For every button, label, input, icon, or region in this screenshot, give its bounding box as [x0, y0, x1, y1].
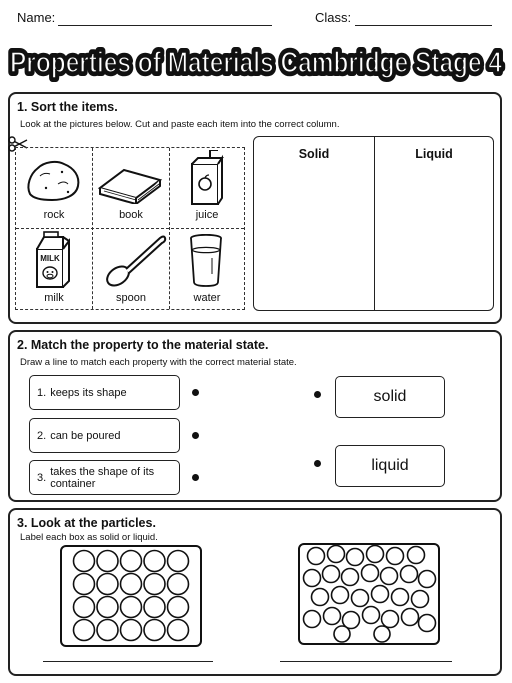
solid-particle: [121, 620, 142, 641]
item-label-spoon: spoon: [116, 292, 146, 304]
solid-particle: [97, 620, 118, 641]
state-box-solid: solid: [335, 376, 445, 418]
spoon-icon[interactable]: [104, 232, 168, 288]
item-label-milk: milk: [44, 292, 64, 304]
item-label-book: book: [119, 209, 143, 221]
column-head-solid: Solid: [298, 147, 330, 161]
match-dot-property-2[interactable]: [192, 432, 199, 439]
solid-particle: [74, 597, 95, 618]
book-icon[interactable]: [96, 158, 164, 204]
solid-label-answer-line[interactable]: [43, 661, 213, 662]
section3-instruction: Label each box as solid or liquid.: [20, 532, 158, 543]
milk-carton-icon[interactable]: [34, 231, 72, 289]
solid-particle: [97, 551, 118, 572]
property-number: 3.: [37, 471, 47, 484]
section1-title: 1. Sort the items.: [17, 100, 118, 114]
property-box-2: [29, 418, 180, 453]
column-head-liquid: Liquid: [415, 147, 453, 161]
solid-particle: [74, 551, 95, 572]
cut-out-grid: [15, 147, 245, 310]
property-text: keeps its shape: [50, 386, 127, 399]
page-title-text: Properties of Materials Cambridge Stage 4: [10, 47, 502, 79]
solid-particle: [121, 551, 142, 572]
name-answer-line[interactable]: [58, 25, 272, 26]
property-box-1: [29, 375, 180, 410]
juice-box-icon[interactable]: [188, 150, 224, 206]
solid-particle: [121, 597, 142, 618]
match-dot-solid[interactable]: [314, 391, 321, 398]
solid-particle: [168, 551, 189, 572]
solid-particles-diagram: [60, 545, 202, 647]
property-number: 1.: [37, 386, 47, 399]
solid-particle: [74, 620, 95, 641]
rock-icon[interactable]: [24, 156, 84, 204]
solid-particle: [168, 597, 189, 618]
solid-particle: [97, 574, 118, 595]
svg-text:Properties of Materials Cambri: Properties of Materials Cambridge Stage 4: [10, 47, 502, 79]
name-label: Name:: [17, 10, 56, 25]
svg-text:MILK: MILK: [40, 254, 60, 263]
page-title: [0, 36, 512, 86]
item-label-water: water: [193, 292, 221, 304]
solid-particle: [144, 620, 165, 641]
section1-instruction: Look at the pictures below. Cut and paste each item into the correct column.: [20, 119, 340, 130]
match-dot-liquid[interactable]: [314, 460, 321, 467]
solid-particle: [144, 551, 165, 572]
solid-drop-zone[interactable]: [254, 167, 374, 310]
property-text: takes the shape of its container: [50, 465, 155, 490]
solid-particle: [97, 597, 118, 618]
section2-instruction: Draw a line to match each property with the correct material state.: [20, 357, 297, 368]
solid-particle: [168, 574, 189, 595]
solid-particle: [121, 574, 142, 595]
solid-particle: [144, 574, 165, 595]
item-label-juice: juice: [195, 209, 219, 221]
solid-particle: [168, 620, 189, 641]
state-box-liquid: liquid: [335, 445, 445, 487]
property-box-3: [29, 460, 180, 495]
solid-particle: [74, 574, 95, 595]
solid-particle: [144, 597, 165, 618]
water-glass-icon[interactable]: [188, 234, 224, 288]
liquid-particles-diagram: [298, 543, 440, 645]
liquid-drop-zone[interactable]: [375, 167, 493, 310]
match-dot-property-1[interactable]: [192, 389, 199, 396]
section3-title: 3. Look at the particles.: [17, 516, 156, 530]
sort-table: [253, 136, 494, 311]
liquid-label-answer-line[interactable]: [280, 661, 452, 662]
class-answer-line[interactable]: [355, 25, 492, 26]
match-dot-property-3[interactable]: [192, 474, 199, 481]
section2-title: 2. Match the property to the material state.: [17, 338, 269, 352]
item-label-rock: rock: [43, 209, 65, 221]
class-label: Class:: [315, 10, 352, 25]
property-number: 2.: [37, 429, 47, 442]
property-text: can be poured: [50, 429, 121, 442]
